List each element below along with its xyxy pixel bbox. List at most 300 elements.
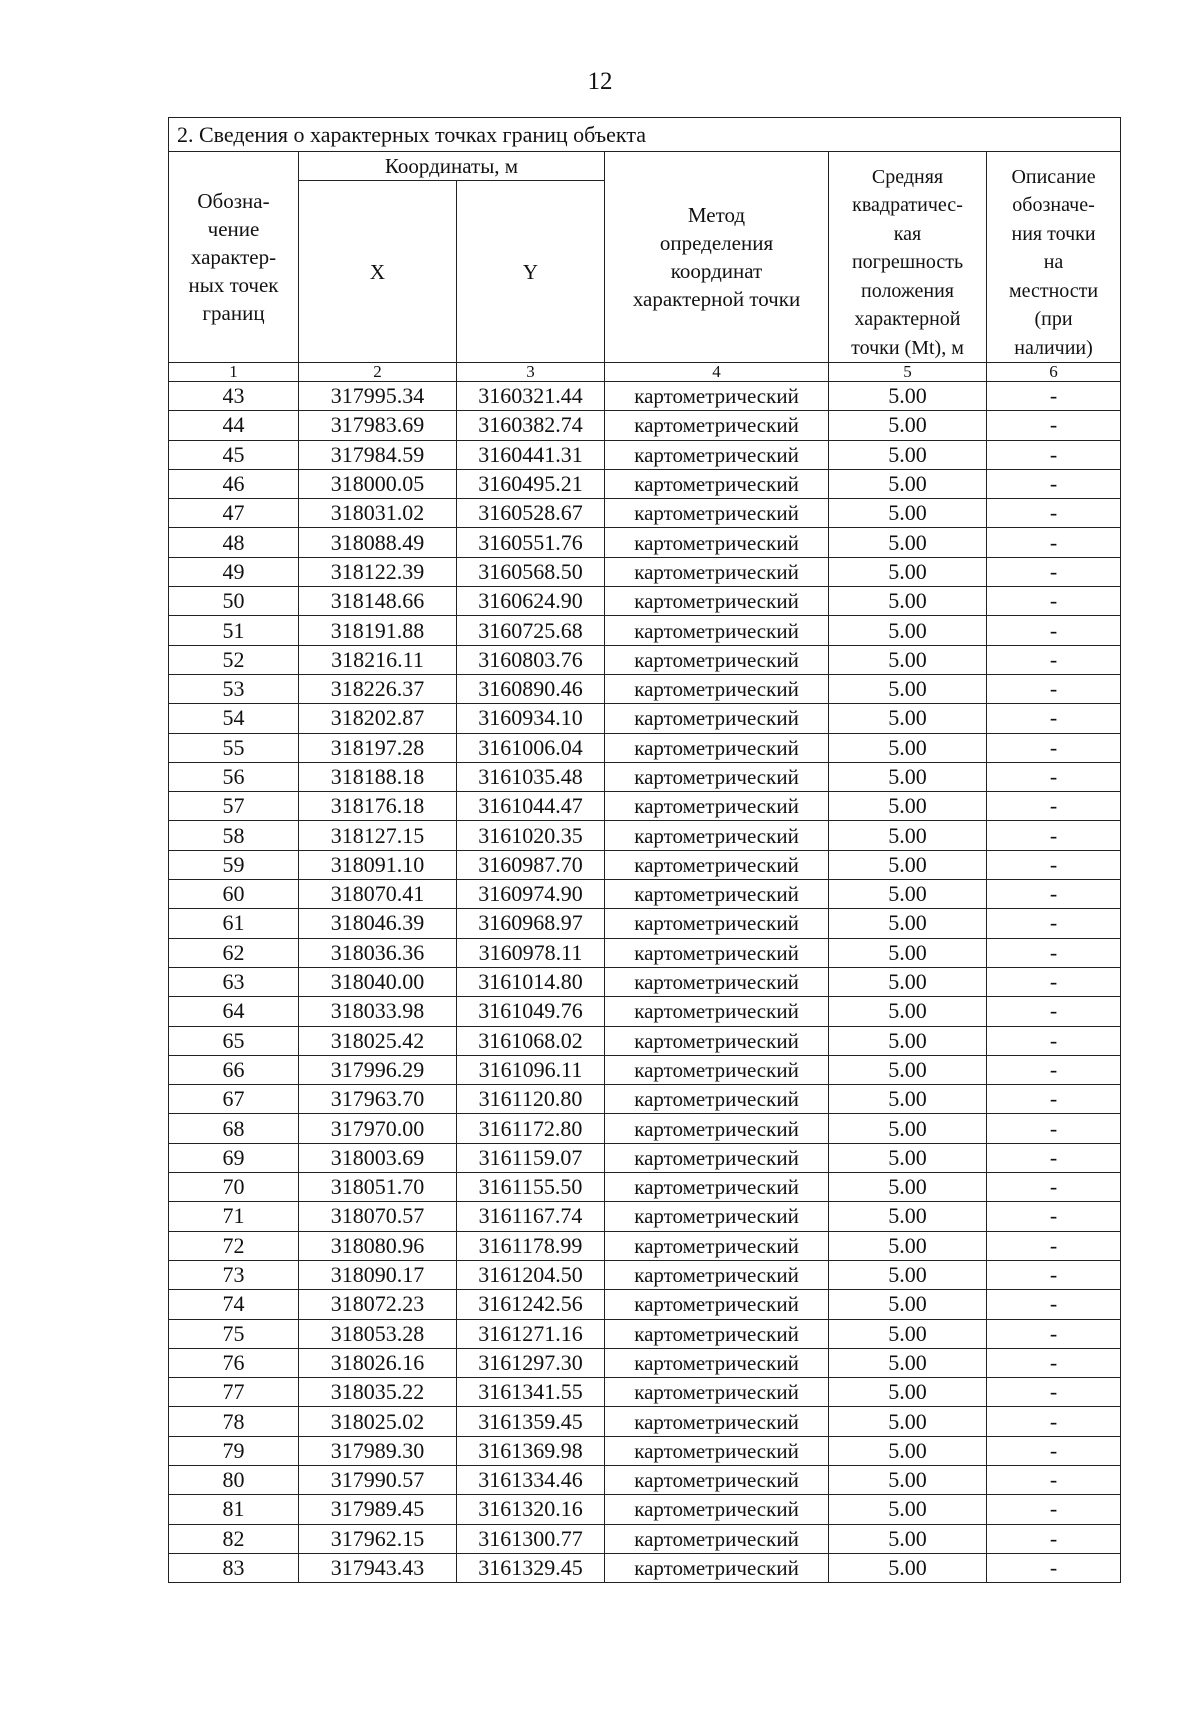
- column-number: 6: [987, 363, 1121, 382]
- x-coordinate-cell: 317989.45: [299, 1495, 457, 1524]
- x-coordinate-cell: 318216.11: [299, 645, 457, 674]
- header-method: [605, 152, 829, 363]
- point-id-cell: 76: [169, 1348, 299, 1377]
- point-id-cell: 81: [169, 1495, 299, 1524]
- table-row: [169, 382, 1121, 411]
- x-coordinate-cell: 318070.57: [299, 1202, 457, 1231]
- y-coordinate-cell: 3161020.35: [457, 821, 605, 850]
- error-cell: 5.00: [829, 1231, 987, 1260]
- x-coordinate-cell: 318031.02: [299, 499, 457, 528]
- error-cell: 5.00: [829, 792, 987, 821]
- x-coordinate-cell: 317990.57: [299, 1465, 457, 1494]
- error-cell: 5.00: [829, 616, 987, 645]
- x-coordinate-cell: 318127.15: [299, 821, 457, 850]
- column-number: 2: [299, 363, 457, 382]
- description-cell: -: [987, 821, 1121, 850]
- method-cell: картометрический: [605, 1524, 829, 1553]
- error-cell: 5.00: [829, 557, 987, 586]
- point-id-cell: 52: [169, 645, 299, 674]
- description-cell: -: [987, 411, 1121, 440]
- table-row: [169, 850, 1121, 879]
- point-id-cell: 61: [169, 909, 299, 938]
- description-cell: -: [987, 1495, 1121, 1524]
- point-id-cell: 47: [169, 499, 299, 528]
- point-id-cell: 82: [169, 1524, 299, 1553]
- error-cell: 5.00: [829, 1495, 987, 1524]
- boundary-points-table: [168, 117, 1121, 1583]
- error-cell: 5.00: [829, 821, 987, 850]
- description-cell: -: [987, 587, 1121, 616]
- method-cell: картометрический: [605, 440, 829, 469]
- error-cell: 5.00: [829, 1465, 987, 1494]
- y-coordinate-cell: 3160624.90: [457, 587, 605, 616]
- method-cell: картометрический: [605, 499, 829, 528]
- y-coordinate-cell: 3161320.16: [457, 1495, 605, 1524]
- error-cell: 5.00: [829, 469, 987, 498]
- description-cell: -: [987, 967, 1121, 996]
- error-cell: 5.00: [829, 762, 987, 791]
- error-cell: 5.00: [829, 382, 987, 411]
- header-y: Y: [457, 181, 605, 363]
- x-coordinate-cell: 318197.28: [299, 733, 457, 762]
- description-cell: -: [987, 733, 1121, 762]
- method-cell: картометрический: [605, 1026, 829, 1055]
- table-row: [169, 1055, 1121, 1084]
- table-row: [169, 557, 1121, 586]
- error-cell: 5.00: [829, 1319, 987, 1348]
- y-coordinate-cell: 3161172.80: [457, 1114, 605, 1143]
- description-cell: -: [987, 1553, 1121, 1582]
- error-cell: 5.00: [829, 909, 987, 938]
- description-cell: -: [987, 1114, 1121, 1143]
- error-cell: 5.00: [829, 1524, 987, 1553]
- error-cell: 5.00: [829, 967, 987, 996]
- error-cell: 5.00: [829, 674, 987, 703]
- x-coordinate-cell: 318026.16: [299, 1348, 457, 1377]
- point-id-cell: 70: [169, 1173, 299, 1202]
- point-id-cell: 78: [169, 1407, 299, 1436]
- point-id-cell: 66: [169, 1055, 299, 1084]
- table-row: [169, 704, 1121, 733]
- description-cell: -: [987, 1407, 1121, 1436]
- x-coordinate-cell: 318053.28: [299, 1319, 457, 1348]
- table-row: [169, 997, 1121, 1026]
- description-cell: -: [987, 1143, 1121, 1172]
- method-cell: картометрический: [605, 850, 829, 879]
- table-row: [169, 909, 1121, 938]
- point-id-cell: 64: [169, 997, 299, 1026]
- x-coordinate-cell: 318036.36: [299, 938, 457, 967]
- y-coordinate-cell: 3160568.50: [457, 557, 605, 586]
- table-row: [169, 499, 1121, 528]
- description-cell: -: [987, 762, 1121, 791]
- error-cell: 5.00: [829, 1407, 987, 1436]
- table-row: [169, 821, 1121, 850]
- error-cell: 5.00: [829, 499, 987, 528]
- description-cell: -: [987, 440, 1121, 469]
- point-id-cell: 53: [169, 674, 299, 703]
- method-cell: картометрический: [605, 1378, 829, 1407]
- point-id-cell: 49: [169, 557, 299, 586]
- y-coordinate-cell: 3161096.11: [457, 1055, 605, 1084]
- y-coordinate-cell: 3160890.46: [457, 674, 605, 703]
- table-row: [169, 880, 1121, 909]
- description-cell: -: [987, 1465, 1121, 1494]
- point-id-cell: 67: [169, 1085, 299, 1114]
- description-cell: -: [987, 1202, 1121, 1231]
- point-id-cell: 63: [169, 967, 299, 996]
- header-method-label: Метод определения координат характерной точки: [632, 203, 801, 311]
- x-coordinate-cell: 317996.29: [299, 1055, 457, 1084]
- description-cell: -: [987, 645, 1121, 674]
- y-coordinate-cell: 3161014.80: [457, 967, 605, 996]
- method-cell: картометрический: [605, 528, 829, 557]
- y-coordinate-cell: 3160441.31: [457, 440, 605, 469]
- y-coordinate-cell: 3161159.07: [457, 1143, 605, 1172]
- description-cell: -: [987, 704, 1121, 733]
- column-number: 3: [457, 363, 605, 382]
- error-cell: 5.00: [829, 1553, 987, 1582]
- error-cell: 5.00: [829, 1202, 987, 1231]
- header-designation: [169, 152, 299, 363]
- method-cell: картометрический: [605, 1465, 829, 1494]
- y-coordinate-cell: 3160551.76: [457, 528, 605, 557]
- method-cell: картометрический: [605, 1202, 829, 1231]
- point-id-cell: 55: [169, 733, 299, 762]
- header-x: X: [299, 181, 457, 363]
- x-coordinate-cell: 318176.18: [299, 792, 457, 821]
- table-row: [169, 1465, 1121, 1494]
- y-coordinate-cell: 3160934.10: [457, 704, 605, 733]
- x-coordinate-cell: 318070.41: [299, 880, 457, 909]
- method-cell: картометрический: [605, 762, 829, 791]
- description-cell: -: [987, 616, 1121, 645]
- table-row: [169, 1524, 1121, 1553]
- point-id-cell: 83: [169, 1553, 299, 1582]
- method-cell: картометрический: [605, 967, 829, 996]
- column-number: 5: [829, 363, 987, 382]
- error-cell: 5.00: [829, 1348, 987, 1377]
- table-row: [169, 411, 1121, 440]
- method-cell: картометрический: [605, 1114, 829, 1143]
- x-coordinate-cell: 318051.70: [299, 1173, 457, 1202]
- method-cell: картометрический: [605, 704, 829, 733]
- method-cell: картометрический: [605, 1143, 829, 1172]
- description-cell: -: [987, 674, 1121, 703]
- method-cell: картометрический: [605, 1173, 829, 1202]
- y-coordinate-cell: 3161068.02: [457, 1026, 605, 1055]
- method-cell: картометрический: [605, 1553, 829, 1582]
- point-id-cell: 59: [169, 850, 299, 879]
- table-row: [169, 733, 1121, 762]
- x-coordinate-cell: 318033.98: [299, 997, 457, 1026]
- description-cell: -: [987, 1231, 1121, 1260]
- column-number: 1: [169, 363, 299, 382]
- error-cell: 5.00: [829, 1260, 987, 1289]
- description-cell: -: [987, 1378, 1121, 1407]
- method-cell: картометрический: [605, 1290, 829, 1319]
- point-id-cell: 51: [169, 616, 299, 645]
- error-cell: 5.00: [829, 1173, 987, 1202]
- description-cell: -: [987, 1173, 1121, 1202]
- page-number: 12: [587, 68, 613, 95]
- x-coordinate-cell: 317963.70: [299, 1085, 457, 1114]
- point-id-cell: 44: [169, 411, 299, 440]
- error-cell: 5.00: [829, 997, 987, 1026]
- point-id-cell: 71: [169, 1202, 299, 1231]
- y-coordinate-cell: 3160968.97: [457, 909, 605, 938]
- x-coordinate-cell: 317970.00: [299, 1114, 457, 1143]
- table-row: [169, 616, 1121, 645]
- table-row: [169, 587, 1121, 616]
- table-row: [169, 1202, 1121, 1231]
- y-coordinate-cell: 3161155.50: [457, 1173, 605, 1202]
- x-coordinate-cell: 317943.43: [299, 1553, 457, 1582]
- header-designation-label: Обозна- чение характер- ных точек границ: [188, 189, 279, 325]
- point-id-cell: 50: [169, 587, 299, 616]
- y-coordinate-cell: 3161242.56: [457, 1290, 605, 1319]
- table-row: [169, 1026, 1121, 1055]
- table-row: [169, 528, 1121, 557]
- column-number: 4: [605, 363, 829, 382]
- y-coordinate-cell: 3160987.70: [457, 850, 605, 879]
- point-id-cell: 58: [169, 821, 299, 850]
- description-cell: -: [987, 938, 1121, 967]
- table-row: [169, 967, 1121, 996]
- x-coordinate-cell: 318188.18: [299, 762, 457, 791]
- error-cell: 5.00: [829, 1378, 987, 1407]
- description-cell: -: [987, 1026, 1121, 1055]
- description-cell: -: [987, 792, 1121, 821]
- error-cell: 5.00: [829, 1436, 987, 1465]
- table-row: [169, 938, 1121, 967]
- point-id-cell: 79: [169, 1436, 299, 1465]
- x-coordinate-cell: 318025.42: [299, 1026, 457, 1055]
- point-id-cell: 43: [169, 382, 299, 411]
- point-id-cell: 69: [169, 1143, 299, 1172]
- table-row: [169, 1495, 1121, 1524]
- table-body: [169, 382, 1121, 1583]
- error-cell: 5.00: [829, 1290, 987, 1319]
- table-row: [169, 1143, 1121, 1172]
- method-cell: картометрический: [605, 1085, 829, 1114]
- point-id-cell: 65: [169, 1026, 299, 1055]
- description-cell: -: [987, 1290, 1121, 1319]
- error-cell: 5.00: [829, 1143, 987, 1172]
- y-coordinate-cell: 3160495.21: [457, 469, 605, 498]
- method-cell: картометрический: [605, 997, 829, 1026]
- point-id-cell: 74: [169, 1290, 299, 1319]
- table-row: [169, 1290, 1121, 1319]
- method-cell: картометрический: [605, 411, 829, 440]
- error-cell: 5.00: [829, 587, 987, 616]
- header-error: [829, 152, 987, 363]
- method-cell: картометрический: [605, 616, 829, 645]
- method-cell: картометрический: [605, 557, 829, 586]
- description-cell: -: [987, 1055, 1121, 1084]
- error-cell: 5.00: [829, 1114, 987, 1143]
- error-cell: 5.00: [829, 1026, 987, 1055]
- header-description-label: Описание обозначе- ния точки на местности (при наличии): [1008, 165, 1099, 359]
- y-coordinate-cell: 3161044.47: [457, 792, 605, 821]
- point-id-cell: 46: [169, 469, 299, 498]
- method-cell: картометрический: [605, 1319, 829, 1348]
- y-coordinate-cell: 3161359.45: [457, 1407, 605, 1436]
- description-cell: -: [987, 528, 1121, 557]
- x-coordinate-cell: 317984.59: [299, 440, 457, 469]
- x-coordinate-cell: 317989.30: [299, 1436, 457, 1465]
- y-coordinate-cell: 3161341.55: [457, 1378, 605, 1407]
- error-cell: 5.00: [829, 704, 987, 733]
- table-row: [169, 1378, 1121, 1407]
- x-coordinate-cell: 318003.69: [299, 1143, 457, 1172]
- description-cell: -: [987, 1085, 1121, 1114]
- table-row: [169, 1436, 1121, 1465]
- x-coordinate-cell: 318000.05: [299, 469, 457, 498]
- method-cell: картометрический: [605, 1348, 829, 1377]
- x-coordinate-cell: 318080.96: [299, 1231, 457, 1260]
- table-row: [169, 1231, 1121, 1260]
- table-row: [169, 1085, 1121, 1114]
- table-row: [169, 440, 1121, 469]
- method-cell: картометрический: [605, 880, 829, 909]
- y-coordinate-cell: 3161271.16: [457, 1319, 605, 1348]
- description-cell: -: [987, 382, 1121, 411]
- method-cell: картометрический: [605, 1436, 829, 1465]
- error-cell: 5.00: [829, 850, 987, 879]
- method-cell: картометрический: [605, 674, 829, 703]
- error-cell: 5.00: [829, 880, 987, 909]
- y-coordinate-cell: 3161006.04: [457, 733, 605, 762]
- y-coordinate-cell: 3160974.90: [457, 880, 605, 909]
- method-cell: картометрический: [605, 645, 829, 674]
- x-coordinate-cell: 317962.15: [299, 1524, 457, 1553]
- method-cell: картометрический: [605, 909, 829, 938]
- error-cell: 5.00: [829, 440, 987, 469]
- y-coordinate-cell: 3160978.11: [457, 938, 605, 967]
- method-cell: картометрический: [605, 938, 829, 967]
- point-id-cell: 60: [169, 880, 299, 909]
- method-cell: картометрический: [605, 821, 829, 850]
- y-coordinate-cell: 3161167.74: [457, 1202, 605, 1231]
- y-coordinate-cell: 3160382.74: [457, 411, 605, 440]
- header-description: [987, 152, 1121, 363]
- description-cell: -: [987, 1319, 1121, 1348]
- point-id-cell: 54: [169, 704, 299, 733]
- method-cell: картометрический: [605, 1407, 829, 1436]
- method-cell: картометрический: [605, 733, 829, 762]
- x-coordinate-cell: 318091.10: [299, 850, 457, 879]
- table-row: [169, 674, 1121, 703]
- table-row: [169, 762, 1121, 791]
- error-cell: 5.00: [829, 411, 987, 440]
- y-coordinate-cell: 3161120.80: [457, 1085, 605, 1114]
- point-id-cell: 75: [169, 1319, 299, 1348]
- point-id-cell: 57: [169, 792, 299, 821]
- header-error-label: Средняя квадратичес- кая погрешность положения характерной точки (Mt), м: [851, 165, 964, 359]
- point-id-cell: 56: [169, 762, 299, 791]
- y-coordinate-cell: 3161369.98: [457, 1436, 605, 1465]
- table-row: [169, 1114, 1121, 1143]
- point-id-cell: 72: [169, 1231, 299, 1260]
- method-cell: картометрический: [605, 469, 829, 498]
- x-coordinate-cell: 318191.88: [299, 616, 457, 645]
- header-coordinates: Координаты, м: [299, 152, 605, 181]
- error-cell: 5.00: [829, 528, 987, 557]
- y-coordinate-cell: 3161329.45: [457, 1553, 605, 1582]
- y-coordinate-cell: 3161204.50: [457, 1260, 605, 1289]
- table-title: 2. Сведения о характерных точках границ объекта: [169, 118, 1121, 152]
- table-row: [169, 1260, 1121, 1289]
- error-cell: 5.00: [829, 1085, 987, 1114]
- point-id-cell: 73: [169, 1260, 299, 1289]
- y-coordinate-cell: 3161049.76: [457, 997, 605, 1026]
- method-cell: картометрический: [605, 792, 829, 821]
- table-row: [169, 469, 1121, 498]
- y-coordinate-cell: 3160321.44: [457, 382, 605, 411]
- description-cell: -: [987, 1260, 1121, 1289]
- method-cell: картометрический: [605, 587, 829, 616]
- table-row: [169, 1553, 1121, 1582]
- x-coordinate-cell: 318040.00: [299, 967, 457, 996]
- y-coordinate-cell: 3161334.46: [457, 1465, 605, 1494]
- error-cell: 5.00: [829, 733, 987, 762]
- x-coordinate-cell: 318122.39: [299, 557, 457, 586]
- point-id-cell: 48: [169, 528, 299, 557]
- x-coordinate-cell: 318202.87: [299, 704, 457, 733]
- y-coordinate-cell: 3161297.30: [457, 1348, 605, 1377]
- point-id-cell: 80: [169, 1465, 299, 1494]
- table-row: [169, 1173, 1121, 1202]
- x-coordinate-cell: 318072.23: [299, 1290, 457, 1319]
- y-coordinate-cell: 3161178.99: [457, 1231, 605, 1260]
- table-row: [169, 645, 1121, 674]
- table-row: [169, 792, 1121, 821]
- x-coordinate-cell: 317995.34: [299, 382, 457, 411]
- x-coordinate-cell: 318090.17: [299, 1260, 457, 1289]
- method-cell: картометрический: [605, 1495, 829, 1524]
- description-cell: -: [987, 557, 1121, 586]
- description-cell: -: [987, 1348, 1121, 1377]
- x-coordinate-cell: 318088.49: [299, 528, 457, 557]
- table-row: [169, 1348, 1121, 1377]
- point-id-cell: 68: [169, 1114, 299, 1143]
- method-cell: картометрический: [605, 382, 829, 411]
- point-id-cell: 45: [169, 440, 299, 469]
- method-cell: картометрический: [605, 1231, 829, 1260]
- point-id-cell: 77: [169, 1378, 299, 1407]
- description-cell: -: [987, 1436, 1121, 1465]
- x-coordinate-cell: 318025.02: [299, 1407, 457, 1436]
- x-coordinate-cell: 318148.66: [299, 587, 457, 616]
- x-coordinate-cell: 318035.22: [299, 1378, 457, 1407]
- column-number-row: [169, 363, 1121, 382]
- description-cell: -: [987, 1524, 1121, 1553]
- method-cell: картометрический: [605, 1055, 829, 1084]
- description-cell: -: [987, 880, 1121, 909]
- x-coordinate-cell: 318046.39: [299, 909, 457, 938]
- description-cell: -: [987, 499, 1121, 528]
- error-cell: 5.00: [829, 645, 987, 674]
- y-coordinate-cell: 3161035.48: [457, 762, 605, 791]
- error-cell: 5.00: [829, 1055, 987, 1084]
- x-coordinate-cell: 318226.37: [299, 674, 457, 703]
- description-cell: -: [987, 850, 1121, 879]
- description-cell: -: [987, 997, 1121, 1026]
- y-coordinate-cell: 3161300.77: [457, 1524, 605, 1553]
- description-cell: -: [987, 909, 1121, 938]
- table-row: [169, 1407, 1121, 1436]
